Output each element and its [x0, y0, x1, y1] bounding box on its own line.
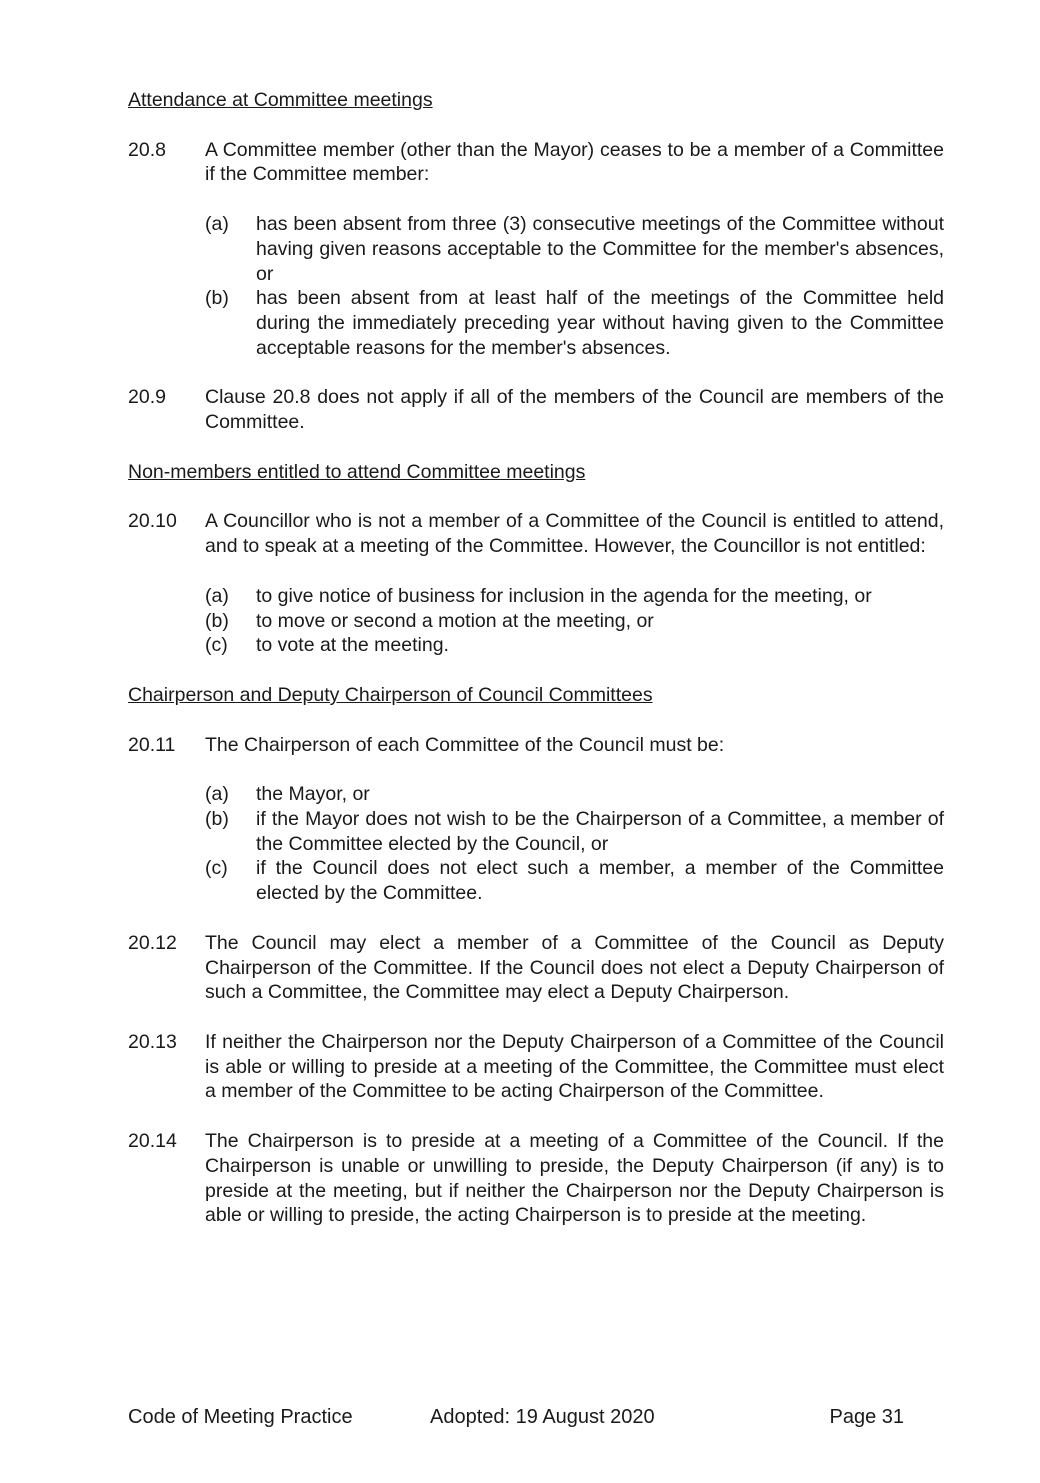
list-item — [205, 609, 944, 634]
item-label: (a) — [205, 213, 229, 236]
item-text: the Mayor, or — [256, 783, 370, 806]
clause-number: 20.14 — [128, 1130, 177, 1153]
item-label: (a) — [205, 584, 229, 607]
section-heading: Non-members entitled to attend Committee meetings — [128, 460, 586, 483]
item-label: (c) — [205, 634, 228, 657]
list-item — [205, 856, 944, 905]
item-label: (b) — [205, 808, 229, 831]
clause-text: The Chairperson of each Committee of the Council must be: — [205, 733, 725, 756]
clause-body — [205, 1030, 944, 1104]
item-label: (b) — [205, 287, 229, 310]
item-text: to move or second a motion at the meeting, or — [256, 609, 654, 632]
clause-body — [205, 1129, 944, 1228]
clause — [128, 931, 944, 1005]
clause-number: 20.11 — [128, 733, 176, 756]
section-heading: Chairperson and Deputy Chairperson of Council Committees — [128, 683, 653, 706]
clause — [128, 138, 944, 361]
clause — [128, 509, 944, 658]
clause-text: A Councillor who is not a member of a Committee of the Council is entitled to attend, and to speak at a meeting of the Committee. However, the Councillor is not entitled: — [205, 510, 944, 558]
footer-document-title: Code of Meeting Practice — [128, 1406, 353, 1428]
clause — [128, 385, 944, 434]
list-item — [205, 286, 944, 360]
list-item — [205, 584, 944, 609]
list-item — [205, 633, 944, 658]
clause-body — [205, 733, 944, 906]
item-text: if the Council does not elect such a member, a member of the Committee elected by the Committee. — [256, 857, 944, 905]
list-item — [205, 782, 944, 807]
clause-text: If neither the Chairperson nor the Deputy Chairperson of a Committee of the Council is able or willing to preside at a meeting of the Committee, the Committee must elect a member of the Committee to be acting Chairperson of the Committee. — [205, 1030, 944, 1103]
item-list — [205, 212, 944, 360]
item-label: (c) — [205, 857, 228, 880]
clause-number: 20.12 — [128, 931, 177, 954]
item-list — [205, 584, 944, 658]
document-body — [128, 88, 944, 1228]
item-text: to vote at the meeting. — [256, 634, 449, 657]
item-text: has been absent from at least half of the meetings of the Committee held during the immediately preceding year without having given to the Committee acceptable reasons for the member's absences. — [256, 287, 944, 359]
list-item — [205, 807, 944, 856]
clause-number: 20.13 — [128, 1030, 177, 1053]
item-text: if the Mayor does not wish to be the Chairperson of a Committee, a member of the Committee elected by the Council, or — [256, 808, 944, 855]
item-list — [205, 782, 944, 906]
item-label: (b) — [205, 609, 229, 632]
item-label: (a) — [205, 783, 229, 806]
section-heading: Attendance at Committee meetings — [128, 89, 433, 111]
clause-text: Clause 20.8 does not apply if all of the members of the Council are members of the Committee. — [205, 386, 944, 434]
clause-number: 20.9 — [128, 386, 166, 409]
clause-text: A Committee member (other than the Mayor) ceases to be a member of a Committee if the Committee member: — [205, 138, 944, 186]
clause — [128, 1030, 944, 1104]
clause — [128, 1129, 944, 1228]
clause-body — [205, 138, 944, 361]
footer-page-number: Page 31 — [829, 1406, 904, 1428]
clause-body — [205, 385, 944, 434]
clause-number: 20.8 — [128, 138, 166, 161]
clause-body — [205, 509, 944, 658]
page-footer — [128, 1405, 904, 1431]
clause — [128, 733, 944, 906]
list-item — [205, 212, 944, 286]
item-text: to give notice of business for inclusion in the agenda for the meeting, or — [256, 584, 872, 607]
clause-text: The Council may elect a member of a Committee of the Council as Deputy Chairperson of the Committee. If the Council does not elect a Deputy Chairperson of such a Committee, the Committee may elect a Deputy Chairperson. — [205, 931, 944, 1004]
clause-text: The Chairperson is to preside at a meeting of a Committee of the Council. If the Chairperson is unable or unwilling to preside, the Deputy Chairperson (if any) is to preside at the meeting, but if neither the Chairperson nor the Deputy Chairperson is able or willing to preside, the acting Chairperson is to preside at the meeting. — [205, 1130, 944, 1227]
item-text: has been absent from three (3) consecutive meetings of the Committee without having given reasons acceptable to the Committee for the member's absences, or — [256, 213, 944, 285]
footer-adopted-date: Adopted: 19 August 2020 — [430, 1406, 655, 1428]
clause-number: 20.10 — [128, 510, 177, 533]
clause-body — [205, 931, 944, 1005]
